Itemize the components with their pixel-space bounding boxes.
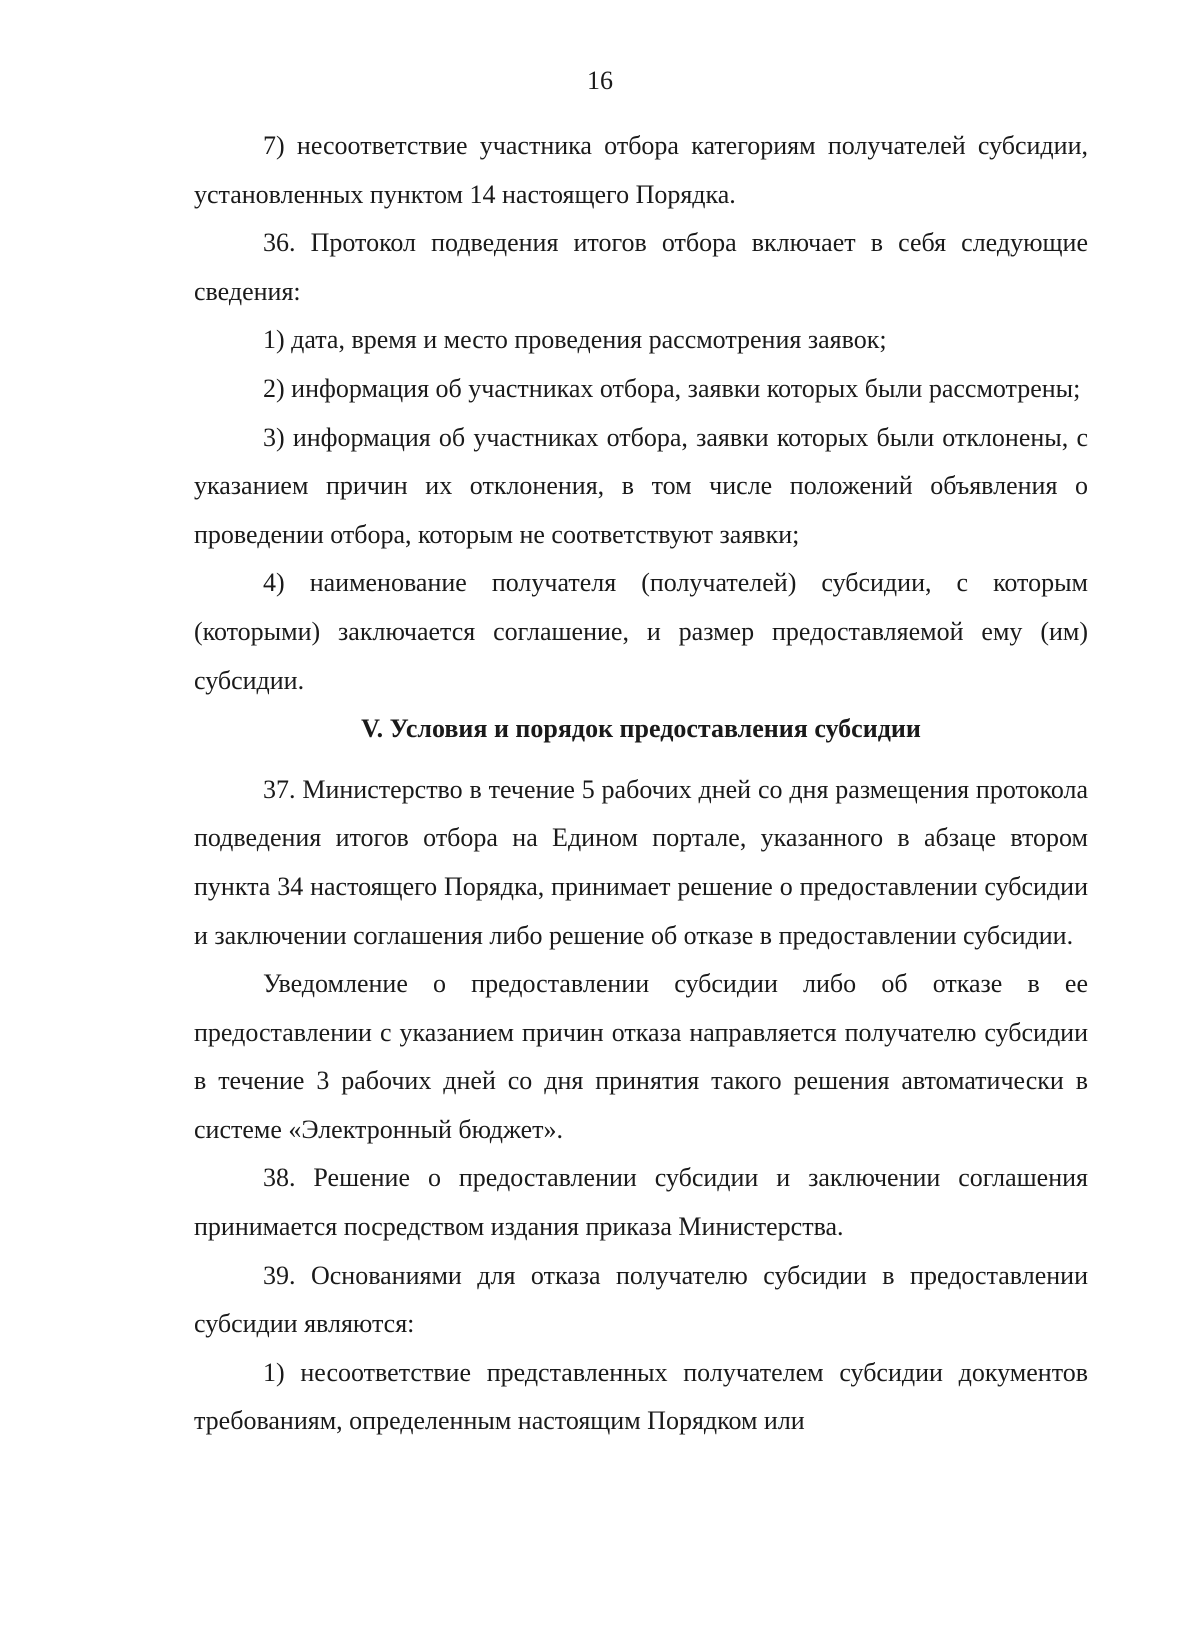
paragraph-38: 38. Решение о предоставлении субсидии и заключении соглашения принимается посредством издания приказа Министерства.	[194, 1163, 1088, 1242]
section-heading: V. Условия и порядок предоставления субсидии	[361, 714, 921, 744]
list-item-1-refusal: 1) несоответствие представленных получателем субсидии документов требованиям, определенным настоящим Порядком или	[194, 1357, 1088, 1436]
paragraph-item-7: 7) несоответствие участника отбора категориям получателей субсидии, установленных пунктом 14 настоящего Порядка.	[194, 131, 1088, 209]
list-item-2: 2) информация об участниках отбора, заявки которых были рассмотрены;	[263, 373, 1081, 403]
paragraph-39: 39. Основаниями для отказа получателю субсидии в предоставлении субсидии являются:	[194, 1260, 1088, 1339]
list-item-1: 1) дата, время и место проведения рассмотрения заявок;	[263, 325, 887, 355]
document-body	[194, 122, 1088, 1446]
list-item-3: 3) информация об участниках отбора, заявки которых были отклонены, с указанием причин их отклонения, в том числе положений объявления о проведении отбора, которым не соответствуют заявки;	[194, 422, 1088, 549]
list-item-4: 4) наименование получателя (получателей) субсидии, с которым (которыми) заключается соглашение, и размер предоставляемой ему (им) субсидии.	[194, 568, 1088, 695]
paragraph-37: 37. Министерство в течение 5 рабочих дней со дня размещения протокола подведения итогов отбора на Едином портале, указанного в абзаце втором пункта 34 настоящего Порядка, принимает решение о предоставлении субсидии и заключении соглашения либо решение об отказе в предоставлении субсидии.	[194, 774, 1088, 950]
paragraph-36: 36. Протокол подведения итогов отбора включает в себя следующие сведения:	[194, 228, 1088, 306]
paragraph-notification: Уведомление о предоставлении субсидии либо об отказе в ее предоставлении с указанием причин отказа направляется получателю субсидии в течение 3 рабочих дней со дня принятия такого решения автоматически в системе «Электронный бюджет».	[194, 969, 1088, 1144]
page-number: 16	[587, 66, 613, 95]
heading-spacer	[194, 754, 1088, 766]
